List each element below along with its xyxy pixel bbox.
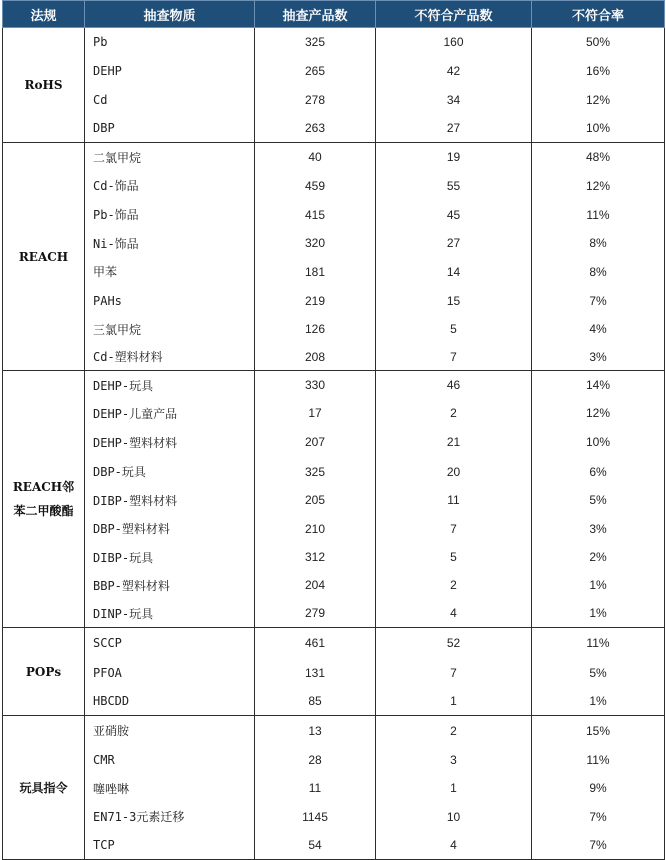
substance-cell: 亚硝胺	[85, 716, 255, 746]
noncompliant-count-cell: 55	[376, 171, 532, 200]
noncompliance-rate-cell: 12%	[532, 171, 665, 200]
noncompliance-rate-cell: 12%	[532, 399, 665, 427]
noncompliant-count-cell: 27	[376, 229, 532, 257]
sampled-count-cell: 204	[255, 571, 376, 599]
substance-cell: Cd-塑料材料	[85, 343, 255, 371]
table-row	[3, 716, 665, 746]
noncompliant-count-cell: 45	[376, 200, 532, 229]
table-row	[3, 171, 665, 200]
noncompliant-count-cell: 14	[376, 257, 532, 286]
sampled-count-cell: 85	[255, 687, 376, 716]
substance-cell: DEHP-儿童产品	[85, 399, 255, 427]
noncompliant-count-cell: 11	[376, 486, 532, 514]
sampled-count-cell: 208	[255, 343, 376, 371]
noncompliant-count-cell: 4	[376, 831, 532, 860]
table-body	[3, 28, 665, 860]
substance-cell: DIBP-玩具	[85, 543, 255, 571]
table-row	[3, 85, 665, 114]
noncompliant-count-cell: 34	[376, 85, 532, 114]
noncompliance-rate-cell: 14%	[532, 371, 665, 400]
table-row	[3, 28, 665, 57]
noncompliance-rate-cell: 1%	[532, 571, 665, 599]
noncompliant-count-cell: 5	[376, 543, 532, 571]
noncompliance-rate-cell: 12%	[532, 85, 665, 114]
noncompliant-count-cell: 27	[376, 114, 532, 143]
regulation-cell: POPs	[3, 628, 85, 716]
substance-cell: PAHs	[85, 286, 255, 315]
table-row	[3, 745, 665, 774]
noncompliance-rate-cell: 5%	[532, 486, 665, 514]
sampled-count-cell: 263	[255, 114, 376, 143]
substance-cell: Cd-饰品	[85, 171, 255, 200]
table-row	[3, 457, 665, 486]
header-noncompliance-rate: 不符合率	[532, 1, 665, 28]
noncompliant-count-cell: 2	[376, 716, 532, 746]
noncompliance-rate-cell: 6%	[532, 457, 665, 486]
sampled-count-cell: 278	[255, 85, 376, 114]
noncompliance-rate-cell: 9%	[532, 774, 665, 802]
table-row	[3, 427, 665, 457]
noncompliance-rate-cell: 7%	[532, 802, 665, 831]
table-row	[3, 229, 665, 257]
noncompliant-count-cell: 2	[376, 399, 532, 427]
noncompliance-rate-cell: 48%	[532, 143, 665, 172]
noncompliance-rate-cell: 3%	[532, 514, 665, 543]
sampled-count-cell: 219	[255, 286, 376, 315]
table-row	[3, 371, 665, 400]
sampled-count-cell: 40	[255, 143, 376, 172]
substance-cell: 甲苯	[85, 257, 255, 286]
sampled-count-cell: 461	[255, 628, 376, 659]
noncompliance-rate-cell: 4%	[532, 315, 665, 343]
substance-cell: Ni-饰品	[85, 229, 255, 257]
noncompliance-rate-cell: 11%	[532, 200, 665, 229]
substance-cell: 噻唑啉	[85, 774, 255, 802]
sampled-count-cell: 325	[255, 28, 376, 57]
sampled-count-cell: 11	[255, 774, 376, 802]
regulation-cell: 玩具指令	[3, 716, 85, 860]
noncompliant-count-cell: 5	[376, 315, 532, 343]
noncompliant-count-cell: 1	[376, 687, 532, 716]
substance-cell: Pb	[85, 28, 255, 57]
noncompliant-count-cell: 1	[376, 774, 532, 802]
noncompliant-count-cell: 2	[376, 571, 532, 599]
substance-cell: CMR	[85, 745, 255, 774]
noncompliance-rate-cell: 8%	[532, 257, 665, 286]
noncompliance-rate-cell: 7%	[532, 286, 665, 315]
table-row	[3, 56, 665, 85]
substance-cell: DEHP-塑料材料	[85, 427, 255, 457]
sampled-count-cell: 312	[255, 543, 376, 571]
substance-cell: HBCDD	[85, 687, 255, 716]
regulation-cell: REACH邻苯二甲酸酯	[3, 371, 85, 628]
header-substance: 抽查物质	[85, 1, 255, 28]
sampled-count-cell: 181	[255, 257, 376, 286]
table-row	[3, 774, 665, 802]
header-row	[3, 1, 665, 28]
noncompliance-rate-cell: 5%	[532, 658, 665, 687]
substance-cell: DBP-玩具	[85, 457, 255, 486]
table-row	[3, 599, 665, 628]
substance-cell: EN71-3元素迁移	[85, 802, 255, 831]
noncompliant-count-cell: 4	[376, 599, 532, 628]
table-row	[3, 687, 665, 716]
substance-cell: 二氯甲烷	[85, 143, 255, 172]
substance-cell: DINP-玩具	[85, 599, 255, 628]
noncompliance-rate-cell: 11%	[532, 745, 665, 774]
noncompliance-rate-cell: 2%	[532, 543, 665, 571]
table-row	[3, 543, 665, 571]
table-row	[3, 802, 665, 831]
noncompliant-count-cell: 20	[376, 457, 532, 486]
substance-cell: SCCP	[85, 628, 255, 659]
table-row	[3, 315, 665, 343]
header-regulation: 法规	[3, 1, 85, 28]
sampled-count-cell: 54	[255, 831, 376, 860]
noncompliance-rate-cell: 11%	[532, 628, 665, 659]
noncompliant-count-cell: 21	[376, 427, 532, 457]
compliance-table	[2, 0, 665, 860]
substance-cell: TCP	[85, 831, 255, 860]
sampled-count-cell: 265	[255, 56, 376, 85]
noncompliance-rate-cell: 50%	[532, 28, 665, 57]
substance-cell: 三氯甲烷	[85, 315, 255, 343]
noncompliant-count-cell: 7	[376, 514, 532, 543]
noncompliance-rate-cell: 3%	[532, 343, 665, 371]
table-row	[3, 143, 665, 172]
sampled-count-cell: 210	[255, 514, 376, 543]
substance-cell: DEHP	[85, 56, 255, 85]
noncompliant-count-cell: 160	[376, 28, 532, 57]
substance-cell: Cd	[85, 85, 255, 114]
substance-cell: DIBP-塑料材料	[85, 486, 255, 514]
sampled-count-cell: 459	[255, 171, 376, 200]
table-row	[3, 514, 665, 543]
sampled-count-cell: 415	[255, 200, 376, 229]
noncompliant-count-cell: 7	[376, 343, 532, 371]
noncompliance-rate-cell: 15%	[532, 716, 665, 746]
substance-cell: Pb-饰品	[85, 200, 255, 229]
substance-cell: DEHP-玩具	[85, 371, 255, 400]
noncompliance-rate-cell: 16%	[532, 56, 665, 85]
table-row	[3, 257, 665, 286]
sampled-count-cell: 131	[255, 658, 376, 687]
regulation-cell: RoHS	[3, 28, 85, 143]
noncompliant-count-cell: 42	[376, 56, 532, 85]
sampled-count-cell: 279	[255, 599, 376, 628]
header-sampled-count: 抽查产品数	[255, 1, 376, 28]
noncompliant-count-cell: 46	[376, 371, 532, 400]
noncompliance-rate-cell: 10%	[532, 114, 665, 143]
table-row	[3, 658, 665, 687]
noncompliance-rate-cell: 7%	[532, 831, 665, 860]
table-row	[3, 831, 665, 860]
sampled-count-cell: 325	[255, 457, 376, 486]
sampled-count-cell: 320	[255, 229, 376, 257]
regulation-cell: REACH	[3, 143, 85, 371]
sampled-count-cell: 13	[255, 716, 376, 746]
compliance-table-container	[2, 0, 664, 860]
table-row	[3, 399, 665, 427]
sampled-count-cell: 126	[255, 315, 376, 343]
noncompliance-rate-cell: 10%	[532, 427, 665, 457]
sampled-count-cell: 28	[255, 745, 376, 774]
noncompliance-rate-cell: 1%	[532, 687, 665, 716]
noncompliant-count-cell: 10	[376, 802, 532, 831]
table-row	[3, 114, 665, 143]
noncompliance-rate-cell: 8%	[532, 229, 665, 257]
substance-cell: DBP-塑料材料	[85, 514, 255, 543]
noncompliant-count-cell: 19	[376, 143, 532, 172]
table-row	[3, 571, 665, 599]
sampled-count-cell: 330	[255, 371, 376, 400]
noncompliant-count-cell: 7	[376, 658, 532, 687]
noncompliant-count-cell: 15	[376, 286, 532, 315]
sampled-count-cell: 207	[255, 427, 376, 457]
substance-cell: DBP	[85, 114, 255, 143]
substance-cell: PFOA	[85, 658, 255, 687]
table-row	[3, 286, 665, 315]
table-row	[3, 343, 665, 371]
sampled-count-cell: 205	[255, 486, 376, 514]
sampled-count-cell: 1145	[255, 802, 376, 831]
table-row	[3, 628, 665, 659]
noncompliant-count-cell: 3	[376, 745, 532, 774]
sampled-count-cell: 17	[255, 399, 376, 427]
noncompliant-count-cell: 52	[376, 628, 532, 659]
table-row	[3, 200, 665, 229]
substance-cell: BBP-塑料材料	[85, 571, 255, 599]
noncompliance-rate-cell: 1%	[532, 599, 665, 628]
header-noncompliant-count: 不符合产品数	[376, 1, 532, 28]
table-row	[3, 486, 665, 514]
